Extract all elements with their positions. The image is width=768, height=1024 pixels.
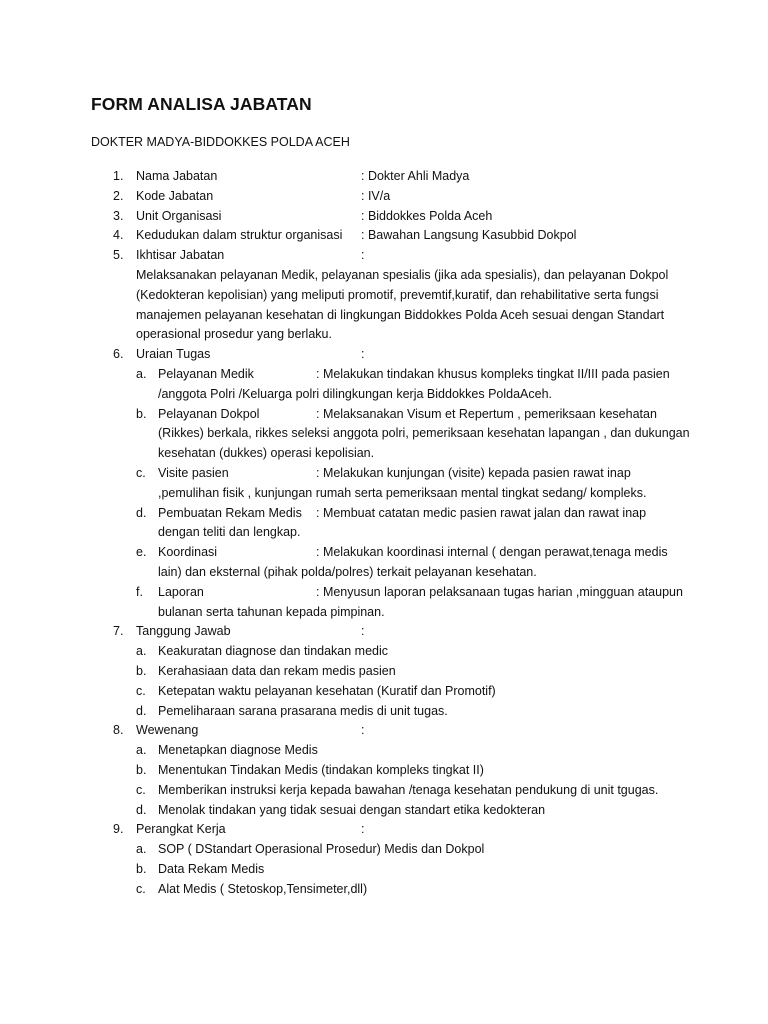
sub-item-text: Ketepatan waktu pelayanan kesehatan (Kuratif dan Promotif) (158, 683, 496, 698)
item-value: : (361, 822, 365, 837)
sub-item (91, 662, 691, 682)
sub-item-letter: a. (136, 842, 147, 857)
item-number: 3. (113, 208, 124, 223)
sub-item-body (158, 682, 691, 702)
item-value: : Biddokkes Polda Aceh (361, 208, 493, 223)
list-item (91, 721, 691, 741)
item-number: 9. (113, 822, 124, 837)
sub-item-body (158, 840, 691, 860)
sub-item-body (158, 801, 691, 821)
sub-item-body (158, 781, 691, 801)
item-row (136, 207, 691, 227)
item-row (136, 246, 691, 266)
sub-item-letter: b. (136, 861, 147, 876)
item-label: Wewenang (136, 723, 199, 738)
sub-item-label: Laporan (158, 584, 204, 599)
sub-item-text: : Menyusun laporan pelaksanaan tugas harian ,mingguan ataupun bulanan serta tahunan kepada pimpinan. (158, 584, 683, 619)
sub-item-letter: d. (136, 802, 147, 817)
sub-item-label: Visite pasien (158, 465, 229, 480)
sub-item (91, 504, 691, 544)
item-row (136, 721, 691, 741)
sub-item-text: Menolak tindakan yang tidak sesuai dengan standart etika kedokteran (158, 802, 546, 817)
document-subtitle: DOKTER MADYA-BIDDOKKES POLDA ACEH (91, 135, 350, 149)
sub-item-body (158, 642, 691, 662)
sub-item-text: Kerahasiaan data dan rekam medis pasien (158, 663, 396, 678)
sub-item-body (158, 860, 691, 880)
sub-item-label: Pelayanan Dokpol (158, 406, 260, 421)
item-label: Kedudukan dalam struktur organisasi (136, 228, 343, 243)
item-number: 7. (113, 624, 124, 639)
sub-item-letter: a. (136, 366, 147, 381)
sub-item (91, 860, 691, 880)
sub-item-text: : Melakukan koordinasi internal ( dengan perawat,tenaga medis lain) dan eksternal (pihak polda/polres) terkait pelayanan kesehatan. (158, 545, 668, 579)
sub-item-letter: d. (136, 703, 147, 718)
sub-item-text: : Melakukan kunjungan (visite) kepada pasien rawat inap ,pemulihan fisik , kunjungan rumah serta pemeriksaan mental tingkat sedang/ kompleks. (158, 465, 647, 500)
sub-item-text: Keakuratan diagnose dan tindakan medic (158, 644, 389, 659)
sub-item (91, 702, 691, 722)
item-number: 2. (113, 188, 124, 203)
sub-item-letter: b. (136, 762, 147, 777)
sub-item-label: Pembuatan Rekam Medis (158, 505, 302, 520)
sub-item-letter: b. (136, 663, 147, 678)
list-item (91, 820, 691, 840)
item-number: 8. (113, 723, 124, 738)
item-row (136, 226, 691, 246)
sub-item-body (158, 662, 691, 682)
sub-item (91, 464, 691, 504)
sub-item (91, 405, 691, 464)
sub-item-body (158, 543, 691, 583)
item-label: Ikhtisar Jabatan (136, 248, 225, 263)
sub-item-body (158, 405, 691, 464)
item-label: Unit Organisasi (136, 208, 222, 223)
item-row (136, 167, 691, 187)
sub-item-text: Menentukan Tindakan Medis (tindakan kompleks tingkat II) (158, 762, 484, 777)
item-number: 5. (113, 248, 124, 263)
sub-item (91, 761, 691, 781)
list-item (91, 345, 691, 365)
item-row (136, 187, 691, 207)
list-item (91, 207, 691, 227)
list-item (91, 246, 691, 345)
item-value: : (361, 248, 365, 263)
sub-item (91, 365, 691, 405)
item-value: : (361, 723, 365, 738)
sub-item-body (158, 741, 691, 761)
sub-item-text: Alat Medis ( Stetoskop,Tensimeter,dll) (158, 881, 368, 896)
item-label: Uraian Tugas (136, 347, 211, 362)
sub-item-text: Menetapkan diagnose Medis (158, 743, 318, 758)
sub-item-body (158, 464, 691, 504)
sub-item-letter: a. (136, 743, 147, 758)
sub-item-body (158, 583, 691, 623)
sub-item-letter: c. (136, 881, 146, 896)
sub-item-body (158, 702, 691, 722)
sub-item (91, 781, 691, 801)
item-paragraph: Melaksanakan pelayanan Medik, pelayanan spesialis (jika ada spesialis), dan pelayanan Dokpol (Kedokteran kepolisian) yang meliputi promotif, prevemtif,kuratif, dan rehabilitative serta fungsi manajemen pelayanan kesehatan di lingkungan Biddokkes Polda Aceh sesuai dengan Standart operasional prosedur yang berlaku. (136, 267, 669, 342)
sub-item-text: : Melakukan tindakan khusus kompleks tingkat II/III pada pasien /anggota Polri /Keluarga polri dilingkungan kerja Biddokkes PoldaAceh. (158, 366, 670, 401)
item-label: Perangkat Kerja (136, 822, 226, 837)
item-row (136, 622, 691, 642)
document-title: FORM ANALISA JABATAN (91, 94, 312, 114)
sub-item-body (158, 504, 691, 544)
item-value: : Bawahan Langsung Kasubbid Dokpol (361, 228, 577, 243)
sub-item-label: Koordinasi (158, 545, 218, 560)
sub-item (91, 682, 691, 702)
list-item (91, 187, 691, 207)
sub-item-letter: c. (136, 465, 146, 480)
sub-item (91, 543, 691, 583)
numbered-list (91, 167, 691, 899)
item-value: : Dokter Ahli Madya (361, 169, 470, 183)
item-number: 4. (113, 228, 124, 243)
item-label: Nama Jabatan (136, 169, 218, 183)
item-value: : (361, 347, 365, 362)
sub-item-text: Data Rekam Medis (158, 861, 265, 876)
list-item (91, 167, 691, 187)
item-number: 1. (113, 169, 124, 183)
sub-item (91, 642, 691, 662)
item-label: Kode Jabatan (136, 188, 214, 203)
item-value: : IV/a (361, 188, 391, 203)
sub-item-text: SOP ( DStandart Operasional Prosedur) Medis dan Dokpol (158, 842, 485, 857)
sub-item (91, 840, 691, 860)
sub-item-letter: d. (136, 505, 147, 520)
sub-item-letter: e. (136, 545, 147, 560)
sub-item-body (158, 365, 691, 405)
sub-item-text: : Membuat catatan medic pasien rawat jalan dan rawat inap dengan teliti dan lengkap. (158, 505, 647, 540)
sub-item-text: Memberikan instruksi kerja kepada bawahan /tenaga kesehatan pendukung di unit tgugas. (158, 782, 659, 797)
sub-item (91, 583, 691, 623)
item-number: 6. (113, 347, 124, 362)
list-item (91, 622, 691, 642)
sub-item-letter: f. (136, 584, 143, 599)
item-label: Tanggung Jawab (136, 624, 231, 639)
sub-item-label: Pelayanan Medik (158, 366, 254, 381)
sub-item-letter: a. (136, 644, 147, 659)
sub-item (91, 741, 691, 761)
list-item (91, 226, 691, 246)
sub-item-letter: c. (136, 782, 146, 797)
sub-item-body (158, 880, 691, 900)
sub-item-letter: c. (136, 683, 146, 698)
sub-item-text: Pemeliharaan sarana prasarana medis di unit tugas. (158, 703, 448, 718)
sub-item (91, 801, 691, 821)
item-row (136, 820, 691, 840)
sub-item (91, 880, 691, 900)
item-value: : (361, 624, 365, 639)
sub-item-body (158, 761, 691, 781)
item-row (136, 345, 691, 365)
sub-item-letter: b. (136, 406, 147, 421)
sub-item-text: : Melaksanakan Visum et Repertum , pemeriksaan kesehatan (Rikkes) berkala, rikkes seleksi anggota polri, pemeriksaan kesehatan lapangan , dan dukungan kesehatan (dukkes) operasi kepolisian. (158, 406, 690, 461)
